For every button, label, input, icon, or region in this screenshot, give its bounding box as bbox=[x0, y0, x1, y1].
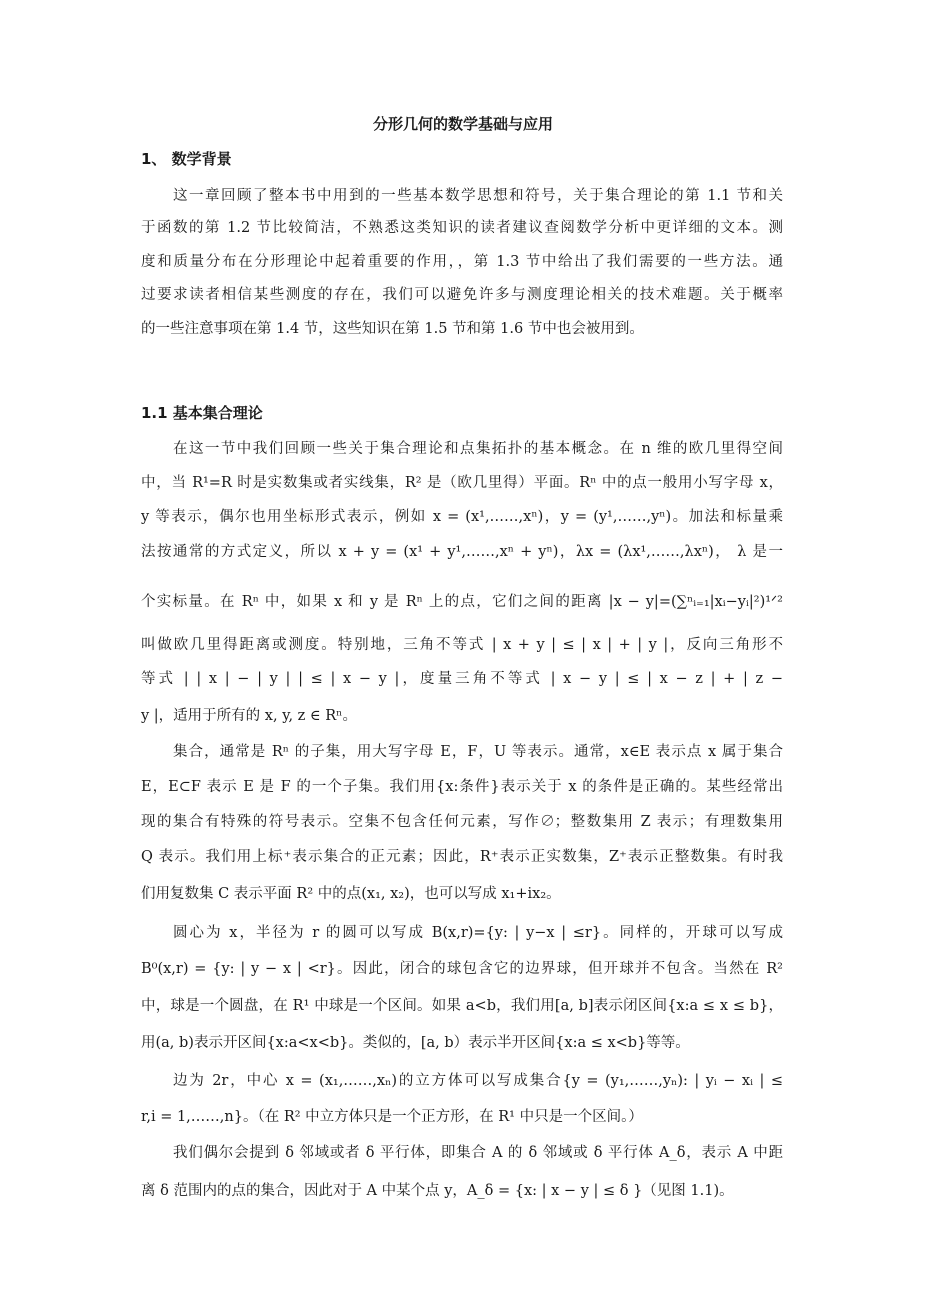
paragraph-line: 度和质量分布在分形理论中起着重要的作用，，第 1.3 节中给出了我们需要的一些方法。通 bbox=[141, 254, 783, 270]
paragraph-line: 离 δ 范围内的点的集合，因此对于 A 中某个点 y，A_δ = {x: | x − y | ≤ δ }（见图 1.1)。 bbox=[141, 1183, 734, 1199]
paragraph-line: 中，球是一个圆盘，在 R¹ 中球是一个区间。如果 a<b，我们用[a, b]表示闭区间{x:a ≤ x ≤ b}， bbox=[141, 998, 783, 1014]
paragraph-line: 叫做欧几里得距离或测度。特别地，三角不等式 | x + y | ≤ | x | + | y |，反向三角形不 bbox=[141, 637, 783, 653]
paragraph-line: B⁰(x,r) = {y: | y − x | <r}。因此，闭合的球包含它的边界球，但开球并不包含。当然在 R² bbox=[141, 961, 783, 977]
paragraph-line: Q 表示。我们用上标⁺表示集合的正元素；因此，R⁺表示正实数集，Z⁺表示正整数集。有时我 bbox=[141, 849, 783, 865]
paragraph-line: 集合，通常是 Rⁿ 的子集，用大写字母 E，F，U 等表示。通常，x∈E 表示点 x 属于集合 bbox=[173, 744, 783, 760]
paragraph-line: y 等表示，偶尔也用坐标形式表示，例如 x = (x¹,……,xⁿ)，y = (y¹,……,yⁿ)。加法和标量乘 bbox=[141, 509, 783, 525]
paragraph-line: 等式 | | x | − | y | | ≤ | x − y |，度量三角不等式 | x − y | ≤ | x − z | + | z − bbox=[141, 671, 783, 687]
paragraph-line: 在这一节中我们回顾一些关于集合理论和点集拓扑的基本概念。在 n 维的欧几里得空间 bbox=[173, 441, 783, 457]
paragraph-line: 边为 2r，中心 x = (x₁,……,xₙ)的立方体可以写成集合{y = (y₁,……,yₙ): | yᵢ − xᵢ | ≤ bbox=[173, 1073, 783, 1089]
paragraph-line: 中，当 R¹=R 时是实数集或者实线集，R² 是（欧几里得）平面。Rⁿ 中的点一般用小写字母 x， bbox=[141, 475, 783, 491]
paragraph-line: y |，适用于所有的 x, y, z ∈ Rⁿ。 bbox=[141, 708, 357, 724]
paragraph-line: 于函数的第 1.2 节比较简洁，不熟悉这类知识的读者建议查阅数学分析中更详细的文本。测 bbox=[141, 220, 783, 236]
document-title: 分形几何的数学基础与应用 bbox=[372, 115, 553, 133]
paragraph-line: 过要求读者相信某些测度的存在，我们可以避免许多与测度理论相关的技术难题。关于概率 bbox=[141, 287, 783, 303]
section-heading-math-background: 1、 数学背景 bbox=[141, 150, 232, 168]
paragraph-line: 现的集合有特殊的符号表示。空集不包含任何元素，写作∅；整数集用 Z 表示；有理数集用 bbox=[141, 814, 783, 830]
paragraph-line: 这一章回顾了整本书中用到的一些基本数学思想和符号，关于集合理论的第 1.1 节和关 bbox=[173, 188, 783, 204]
paragraph-line: 圆心为 x，半径为 r 的圆可以写成 B(x,r)={y: | y−x | ≤r}。同样的，开球可以写成 bbox=[173, 925, 783, 941]
paragraph-line: 法按通常的方式定义，所以 x + y = (x¹ + y¹,……,xⁿ + yⁿ)，λx = (λx¹,……,λxⁿ)， λ 是一 bbox=[141, 544, 783, 560]
section-heading-set-theory: 1.1 基本集合理论 bbox=[141, 404, 263, 422]
paragraph-line: r,i = 1,……,n}。（在 R² 中立方体只是一个正方形，在 R¹ 中只是一个区间。） bbox=[141, 1109, 643, 1125]
paragraph-line: 的一些注意事项在第 1.4 节，这些知识在第 1.5 节和第 1.6 节中也会被用到。 bbox=[141, 321, 644, 337]
paragraph-line: E，E⊂F 表示 E 是 F 的一个子集。我们用{x:条件}表示关于 x 的条件是正确的。某些经常出 bbox=[141, 779, 783, 795]
paragraph-line: 我们偶尔会提到 δ 邻域或者 δ 平行体，即集合 A 的 δ 邻域或 δ 平行体 A_δ，表示 A 中距 bbox=[173, 1145, 783, 1161]
paragraph-line: 们用复数集 C 表示平面 R² 中的点(x₁, x₂)，也可以写成 x₁+ix₂。 bbox=[141, 886, 561, 902]
paragraph-line: 个实标量。在 Rⁿ 中，如果 x 和 y 是 Rⁿ 上的点，它们之间的距离 |x − y|=(∑ⁿᵢ₌₁|xᵢ−yᵢ|²)¹ᐟ² bbox=[141, 594, 783, 610]
paragraph-line: 用(a, b)表示开区间{x:a<x<b}。类似的，[a, b）表示半开区间{x:a ≤ x<b}等等。 bbox=[141, 1035, 690, 1051]
